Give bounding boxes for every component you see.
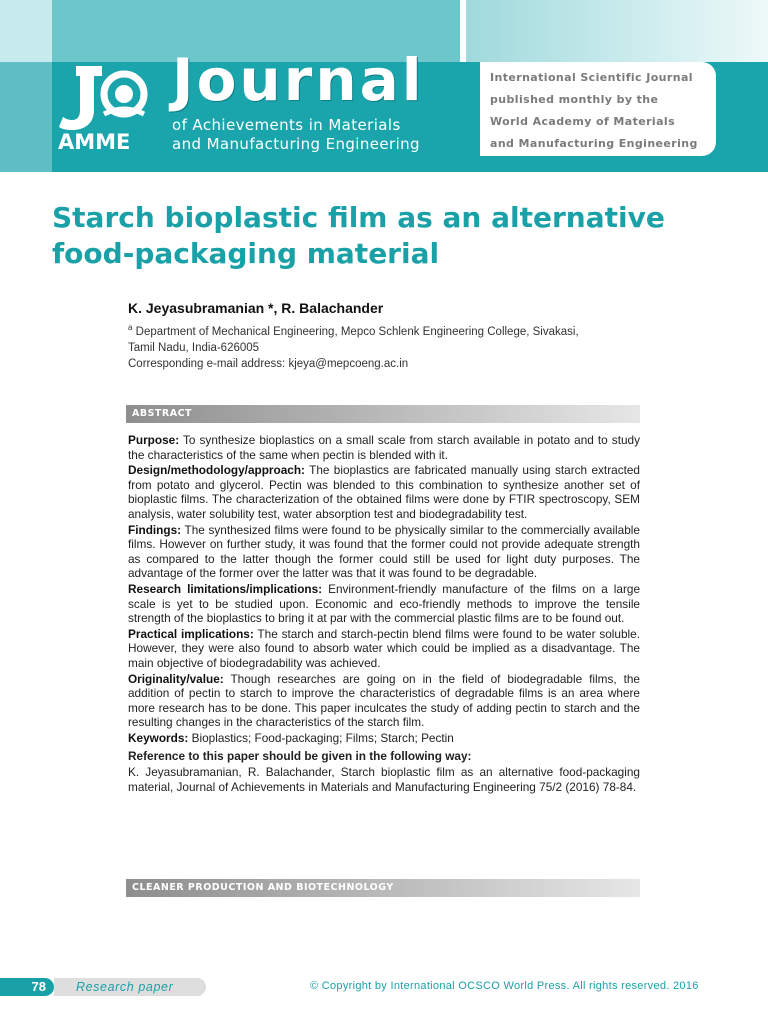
abstract-label: Practical implications: xyxy=(128,626,254,641)
abstract-label: Originality/value: xyxy=(128,671,224,686)
reference-heading: Reference to this paper should be given in the following way: xyxy=(128,749,472,764)
journal-subtitle-line: of Achievements in Materials xyxy=(172,116,401,134)
journal-info-box xyxy=(480,62,716,156)
article-title-line: Starch bioplastic film as an alternative xyxy=(52,201,665,234)
abstract-paragraph xyxy=(128,523,640,581)
section-category-bar xyxy=(126,879,640,897)
article-authors: K. Jeyasubramanian *, R. Balachander xyxy=(128,300,384,316)
affiliation-line: Department of Mechanical Engineering, Mepco Schlenk Engineering College, Sivakasi, xyxy=(132,325,579,338)
abstract-paragraph xyxy=(128,433,640,462)
article-title-line: food-packaging material xyxy=(52,237,440,270)
reference-text: K. Jeyasubramanian, R. Balachander, Starch bioplastic film as an alternative food-packaging material, Journal of Achievements in Materials and Manufacturing Engineering 75/2 (2016) 78-84. xyxy=(128,765,640,794)
abstract-label: Design/methodology/approach: xyxy=(128,463,305,478)
keywords-text: Bioplastics; Food-packaging; Films; Starch; Pectin xyxy=(188,730,454,745)
banner-divider xyxy=(460,0,466,62)
journal-info-line: World Academy of Materials xyxy=(490,115,676,128)
logo-text: AMME xyxy=(58,130,131,154)
journal-info-line: published monthly by the xyxy=(490,93,659,106)
banner-band xyxy=(462,0,768,62)
abstract-heading-bar xyxy=(126,405,640,423)
abstract-body xyxy=(128,433,640,795)
jamme-logo-icon xyxy=(58,64,158,134)
journal-info-line: International Scientific Journal xyxy=(490,71,693,84)
copyright-notice: © Copyright by International OCSCO World Press. All rights reserved. 2016 xyxy=(310,980,699,992)
abstract-label: Research limitations/implications: xyxy=(128,581,323,596)
paper-type-tab xyxy=(54,978,206,996)
page-number-tab xyxy=(0,978,54,996)
keywords-label: Keywords: xyxy=(128,730,189,745)
abstract-text: The starch and starch-pectin blend films were found to be water soluble. However, they were also found to absorb water which could be implied as a disadvantage. The main objective of biodegradability was achieved. xyxy=(128,626,640,670)
paper-type-label: Research paper xyxy=(76,980,174,994)
abstract-heading: ABSTRACT xyxy=(132,408,193,419)
abstract-text: The synthesized films were found to be physically similar to the commercially available films. However on further study, it was found that the former could not provide adequate strength as compared to the latter though the former could still be used for light duty purposes. The advantage of the former over the latter was that it was found to be degradable. xyxy=(128,522,640,581)
banner-band xyxy=(0,0,52,62)
abstract-text: The bioplastics are fabricated manually using starch extracted from potato and glycerol. Pectin was blended to this combination to synthesize another set of bioplastic films. The characterization of the obtained films were done by FTIR spectroscopy, SEM analysis, water solubility test, water absorption test and biodegradability test. xyxy=(128,463,640,521)
abstract-paragraph xyxy=(128,582,640,626)
jamme-logo xyxy=(58,64,158,156)
abstract-paragraph xyxy=(128,463,640,521)
journal-name: Journal xyxy=(172,46,425,114)
affiliation-marker: a xyxy=(128,323,133,332)
keywords-paragraph xyxy=(128,731,640,746)
journal-info-line: and Manufacturing Engineering xyxy=(490,137,698,150)
journal-subtitle xyxy=(172,116,482,154)
abstract-paragraph xyxy=(128,672,640,730)
author-affiliation xyxy=(128,320,648,372)
abstract-label: Findings: xyxy=(128,522,182,537)
journal-subtitle-line: and Manufacturing Engineering xyxy=(172,135,420,153)
article-title xyxy=(52,200,732,272)
abstract-text: To synthesize bioplastics on a small scale from starch available in potato and to study the characteristics of the same when pectin is blended with it. xyxy=(128,433,640,462)
journal-header-banner xyxy=(0,0,768,172)
abstract-text: Environment-friendly manufacture of the films on a large scale is yet to be studied upon. Economic and eco-friendly methods to improve the tensile strength of the bioplastics to bring it at par with the commercial plastic films are to be found out. xyxy=(128,581,640,626)
page-number: 78 xyxy=(31,979,46,994)
section-category-label: CLEANER PRODUCTION AND BIOTECHNOLOGY xyxy=(132,882,394,893)
banner-band xyxy=(0,62,52,172)
affiliation-line: Tamil Nadu, India-626005 xyxy=(128,341,260,354)
abstract-text: Though researches are going on in the field of biodegradable films, the addition of pectin to starch to improve the characteristics of degradable films is an area where more research has to be done. This paper inculcates the study of adding pectin to starch and the resulting changes in the characteristics of the starch film. xyxy=(128,671,640,730)
corresponding-email[interactable]: Corresponding e-mail address: kjeya@mepcoeng.ac.in xyxy=(128,357,409,370)
abstract-paragraph xyxy=(128,627,640,671)
abstract-label: Purpose: xyxy=(128,433,180,447)
